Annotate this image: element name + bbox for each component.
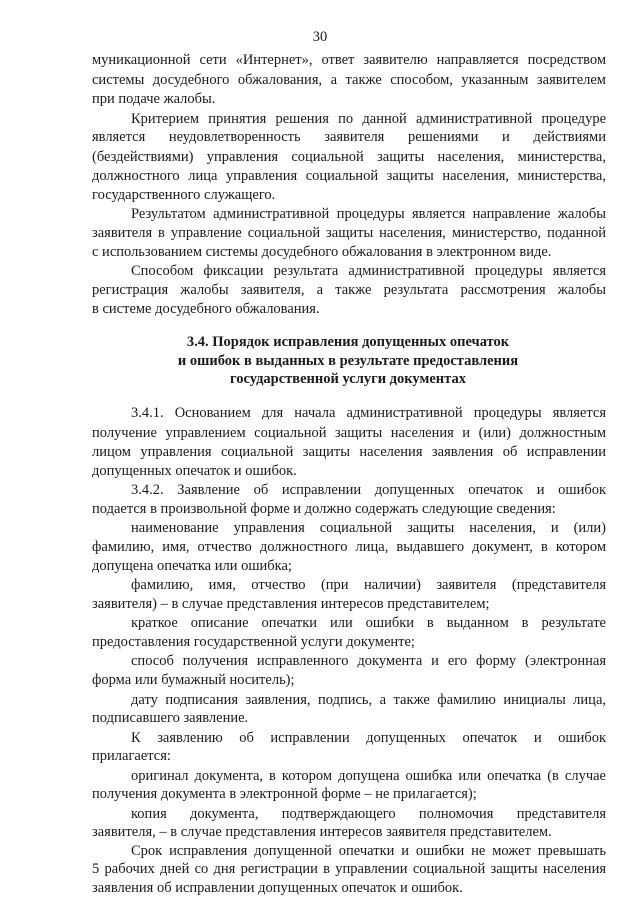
text-line: Способом фиксации результата административной процедуры является — [131, 262, 606, 279]
text-line: заявления об исправлении допущенных опечаток и ошибок. — [92, 880, 463, 896]
text-line: краткое описание опечатки или ошибки в выданном в результате — [131, 615, 606, 632]
text-line: допущенных опечаток и ошибок. — [92, 463, 297, 480]
text-line: предоставления государственной услуги документе; — [92, 633, 415, 650]
text-line: заявителя) – в случае представления интересов представителем; — [92, 595, 490, 612]
text-line: фамилию, имя, отчество должностного лица, выдавшего документ, в котором — [92, 539, 606, 556]
text-line: заявителя в управление социальной защиты населения, министерство, поданной — [92, 224, 606, 241]
text-line: 5 рабочих дней со дня регистрации в управлении социальной защиты населения — [92, 861, 606, 878]
text-line: 3.4.2. Заявление об исправлении допущенных опечаток и ошибок — [131, 481, 606, 498]
text-line: форма или бумажный носитель); — [92, 672, 295, 689]
text-line: лицом управления социальной защиты населения заявления об исправлении — [92, 443, 606, 460]
text-line: получения документа в электронной форме – не прилагается); — [92, 786, 477, 803]
text-line: К заявлению об исправлении допущенных опечаток и ошибок — [131, 729, 606, 746]
section-heading-line: государственной услуги документах — [230, 371, 466, 388]
text-line: заявителя, – в случае представления интересов заявителя представителем. — [92, 824, 552, 841]
text-line: Критерием принятия решения по данной административной процедуре — [131, 110, 606, 127]
text-line: муникационной сети «Интернет», ответ заявителю направляется посредством — [92, 52, 606, 68]
text-line: 3.4.1. Основанием для начала административной процедуры является — [131, 405, 606, 422]
text-line: регистрация жалобы заявителя, а также результата рассмотрения жалобы — [92, 282, 606, 299]
text-line: прилагается: — [92, 748, 171, 765]
text-line: Срок исправления допущенной опечатки и ошибки не может превышать — [131, 842, 606, 859]
section-heading-line: и ошибок в выданных в результате предоставления — [177, 352, 519, 369]
text-line: способ получения исправленного документа и его форму (электронная — [131, 653, 606, 670]
text-line: подается в произвольной форме и должно содержать следующие сведения: — [92, 501, 556, 518]
text-line: государственного служащего. — [92, 186, 276, 203]
text-line: системы досудебного обжалования, а также способом, указанным заявителем — [92, 71, 606, 88]
text-line: оригинал документа, в котором допущена ошибка или опечатка (в случае — [131, 767, 606, 784]
text-line: Результатом административной процедуры является направление жалобы — [131, 206, 606, 223]
text-line: должностного лица управления социальной защиты населения, министерства, — [92, 168, 606, 185]
text-line: (бездействиями) управления социальной защиты населения, министерства, — [92, 148, 606, 165]
page-number: 30 — [312, 29, 328, 45]
text-line: наименование управления социальной защиты населения, и (или) — [131, 519, 606, 536]
text-line: в системе досудебного обжалования. — [92, 300, 320, 317]
text-line: фамилию, имя, отчество (при наличии) заявителя (представителя — [131, 577, 606, 594]
text-line: является неудовлетворенность заявителя решениями и действиями — [92, 129, 606, 146]
text-line: при подаче жалобы. — [92, 91, 216, 108]
section-heading-line: 3.4. Порядок исправления допущенных опечаток — [186, 334, 510, 351]
text-line: получение управлением социальной защиты населения и (или) должностным — [92, 424, 606, 441]
text-line: с использованием системы досудебного обжалования в электронном виде. — [92, 244, 552, 261]
text-line: дату подписания заявления, подпись, а также фамилию инициалы лица, — [131, 691, 606, 708]
text-line: допущена опечатка или ошибка; — [92, 557, 292, 574]
text-line: копия документа, подтверждающего полномочия представителя — [131, 805, 606, 822]
text-line: подписавшего заявление. — [92, 710, 249, 727]
